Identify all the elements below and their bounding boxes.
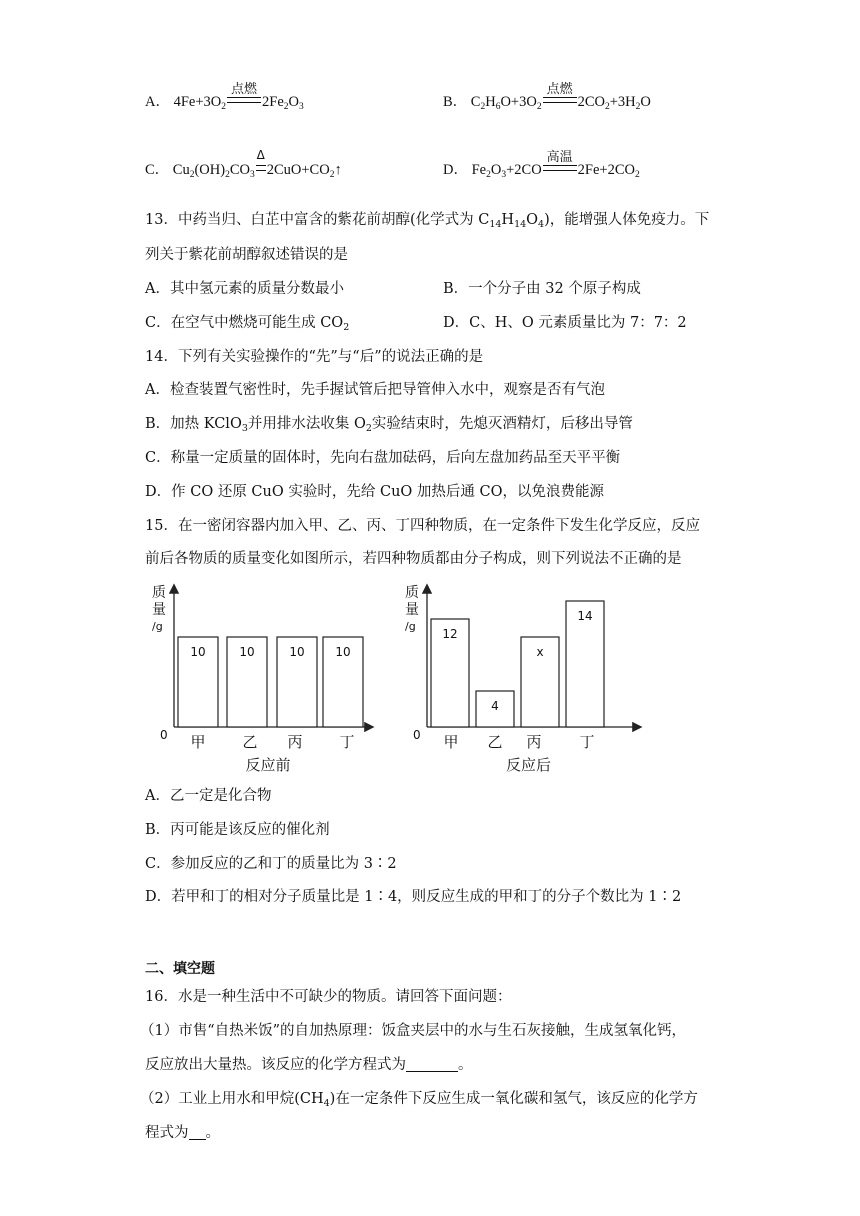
chart-after-reaction	[405, 585, 640, 774]
q13-stem-line2: 列关于紫花前胡醇叙述错误的是	[145, 247, 348, 263]
q13-stem-line1: 13．中药当归、白芷中富含的紫花前胡醇(化学式为 $C_{14}H_{14}O_4$)，能增强人体免疫力。下	[145, 212, 710, 230]
q14-option-a[interactable]: A．检查装置气密性时，先手握试管后把导管伸入水中，观察是否有气泡	[145, 382, 605, 398]
category-label: 丁	[579, 733, 595, 751]
equation: $Fe_2O_3+2CO$ 高温 $2Fe+2CO_2$	[471, 150, 640, 180]
answer-blank[interactable]	[406, 1057, 458, 1072]
answer-blank[interactable]	[189, 1125, 206, 1140]
bar-value-label: 10	[190, 645, 206, 659]
option-letter: D．	[443, 162, 468, 178]
option-letter: B．	[443, 94, 468, 110]
q14-option-d[interactable]: D．作 CO 还原 CuO 实验时，先给 CuO 加热后通 CO，以免浪费能源	[145, 484, 604, 500]
option-letter: A．	[145, 94, 170, 110]
equation: $4Fe+3O_2$ 点燃 $2Fe_2O_3$	[173, 82, 304, 112]
chart-title: 反应前	[245, 756, 291, 774]
chart-before-reaction	[152, 585, 372, 774]
y-axis-label: 量	[405, 602, 419, 618]
bar-value-label: 10	[239, 645, 255, 659]
option-letter: C．	[145, 162, 170, 178]
bar-value-label: 10	[289, 645, 305, 659]
bar-value-label: 10	[335, 645, 351, 659]
category-label: 丙	[526, 733, 542, 751]
reaction-condition: Δ	[256, 162, 266, 179]
category-label: 甲	[443, 733, 459, 751]
reaction-condition: 点燃	[543, 94, 577, 111]
category-label: 乙	[242, 733, 258, 751]
category-label: 甲	[190, 733, 206, 751]
q15-option-c[interactable]: C．参加反应的乙和丁的质量比为 3∶2	[145, 856, 397, 872]
q13-option-b[interactable]: B．一个分子由 32 个原子构成	[443, 281, 641, 297]
y-axis-label: 量	[152, 602, 166, 618]
q16-part1-line2: 反应放出大量热。该反应的化学方程式为 。	[145, 1057, 473, 1073]
reaction-condition: 点燃	[227, 94, 261, 111]
category-label: 丙	[287, 733, 303, 751]
q15-stem-line1: 15．在一密闭容器内加入甲、乙、丙、丁四种物质，在一定条件下发生化学反应，反应	[145, 518, 700, 534]
bar-value-label: 14	[577, 609, 593, 623]
q14-stem: 14．下列有关实验操作的“先”与“后”的说法正确的是	[145, 349, 484, 365]
bar-value-label: 4	[491, 699, 499, 713]
q13-option-d[interactable]: D．C、H、O 元素质量比为 7：7：2	[443, 315, 687, 331]
q15-option-a[interactable]: A．乙一定是化合物	[145, 788, 272, 804]
origin-label: 0	[160, 728, 168, 742]
equation: $C_2H_6O+3O_2$ 点燃 $2CO_2+3H_2O$	[470, 82, 651, 112]
section-title: 二、填空题	[145, 961, 215, 977]
q14-option-c[interactable]: C．称量一定质量的固体时，先向右盘加砝码，后向左盘加药品至天平平衡	[145, 450, 621, 466]
q13-option-a[interactable]: A．其中氢元素的质量分数最小	[145, 281, 344, 297]
category-label: 乙	[487, 733, 503, 751]
q16-part2-line2: 程式为 。	[145, 1125, 220, 1141]
reaction-condition: 高温	[543, 162, 577, 179]
q15-option-b[interactable]: B．丙可能是该反应的催化剂	[145, 822, 330, 838]
q14-option-b[interactable]: B．加热 KClO$_3$并用排水法收集 $O_2$实验结束时，先熄灭酒精灯，后移出导管	[145, 416, 633, 434]
y-axis-label: 质	[152, 585, 166, 601]
y-axis-unit: /g	[405, 620, 416, 633]
bar-value-label: 12	[442, 627, 458, 641]
q13-option-c[interactable]: C．在空气中燃烧可能生成 $CO_2$	[145, 315, 350, 333]
y-axis-unit: /g	[152, 620, 163, 633]
y-axis-label: 质	[405, 585, 419, 601]
bar-value-label: x	[536, 645, 544, 659]
q15-stem-line2: 前后各物质的质量变化如图所示，若四种物质都由分子构成，则下列说法不正确的是	[145, 551, 682, 567]
chart-title: 反应后	[505, 756, 552, 774]
equation: $Cu_2(OH)_2CO_3$ Δ $2CuO+CO_2↑$	[172, 148, 342, 180]
q16-stem: 16．水是一种生活中不可缺少的物质。请回答下面问题：	[145, 989, 512, 1005]
q16-part2-line1: （2）工业上用水和甲烷$(CH_4)$在一定条件下反应生成一氧化碳和氢气，该反应的化学方	[140, 1091, 698, 1109]
category-label: 丁	[339, 733, 355, 751]
q15-option-d[interactable]: D．若甲和丁的相对分子质量比是 1∶4，则反应生成的甲和丁的分子个数比为 1∶2	[145, 889, 682, 905]
q16-part1-line1: （1）市售“自热米饭”的自加热原理：饭盒夹层中的水与生石灰接触，生成氢氧化钙，	[140, 1023, 687, 1039]
origin-label: 0	[413, 728, 421, 742]
